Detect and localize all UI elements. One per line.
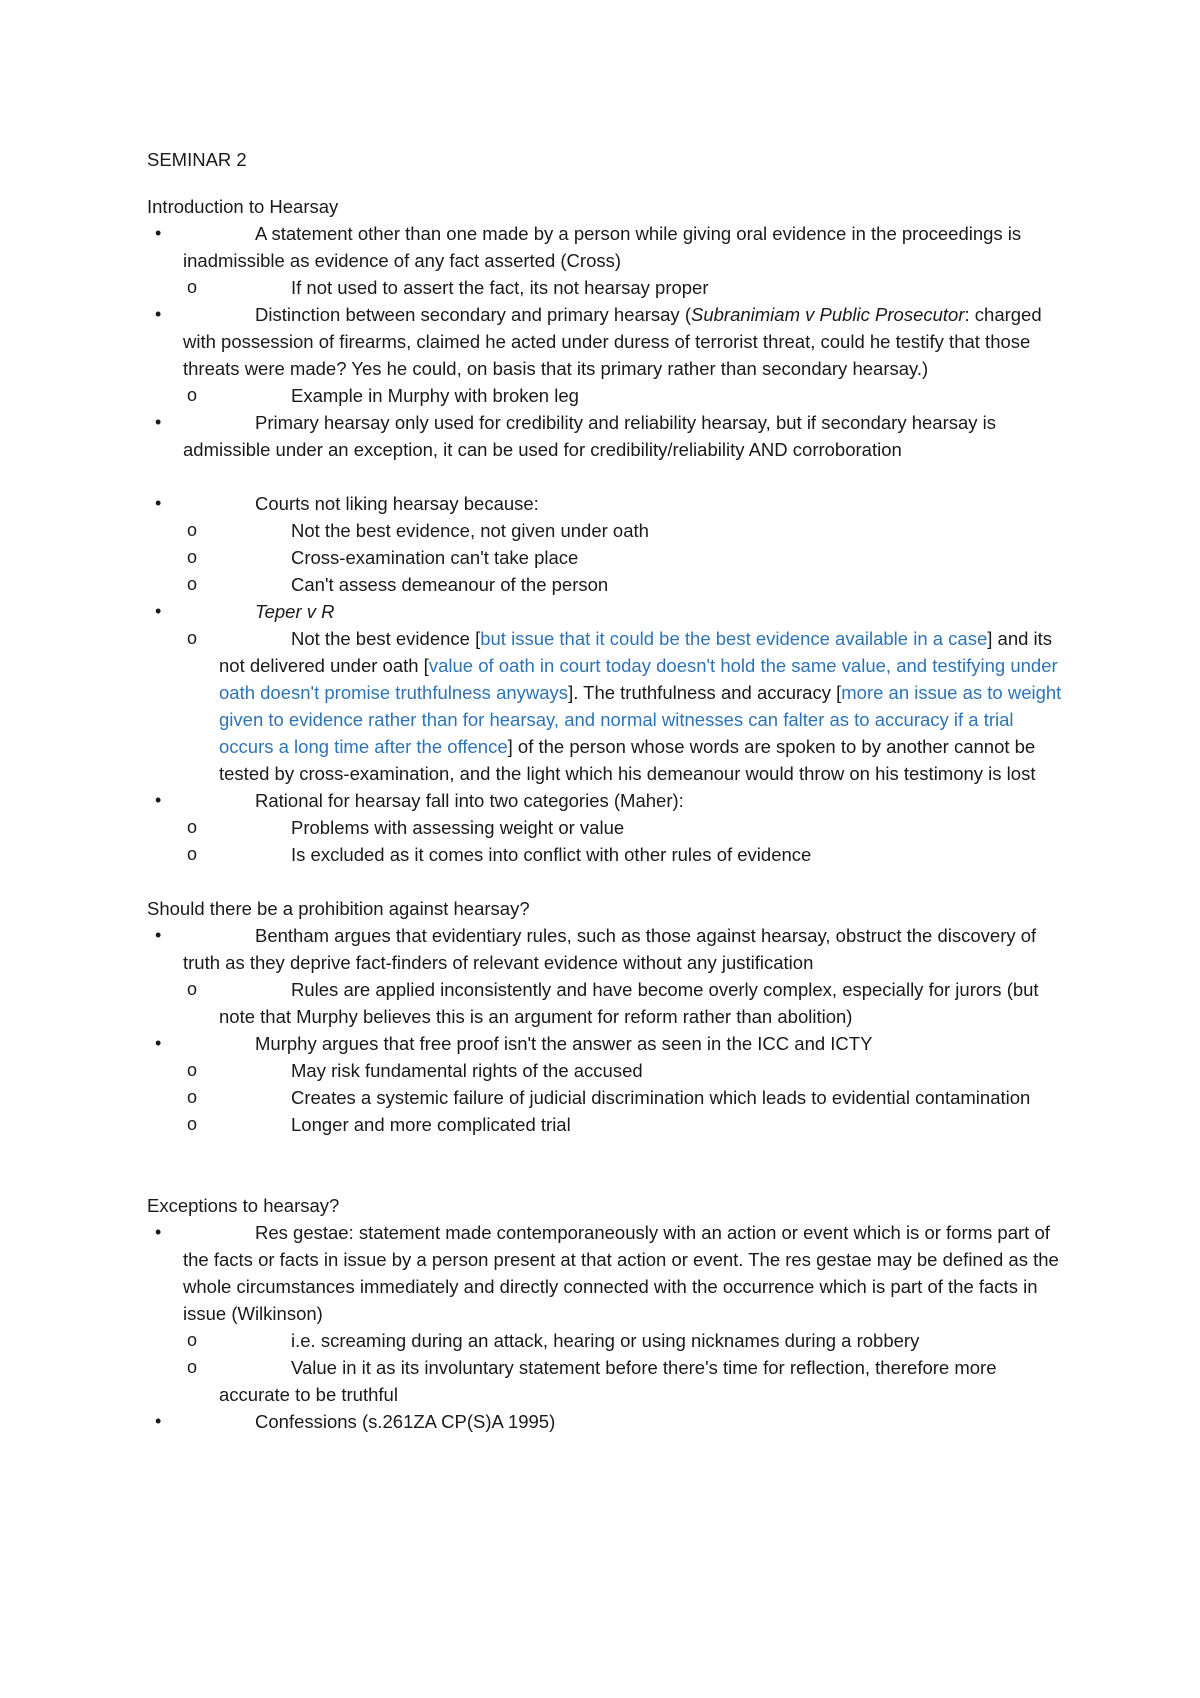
list-item-text: ] of the person whose words are spoken to by another cannot be tested by cross-examination, and the light which his demeanour would throw on his testimony is lost [219,736,1036,784]
sub-bullet-icon: o [187,547,198,567]
sub-bullet-icon: o [187,1114,198,1134]
sub-bullet-icon: o [187,979,198,999]
list-item [147,490,1067,517]
sub-bullet-icon: o [187,1330,198,1350]
list-item [147,1408,1067,1435]
sub-bullet-icon: o [187,844,198,864]
list-item [147,1354,1067,1408]
list-item-text: Longer and more complicated trial [291,1114,571,1135]
list-item [147,571,1067,598]
list-item-text: Distinction between secondary and primary hearsay ( [255,304,691,325]
comment-text: but issue that it could be the best evidence available in a case [480,628,988,649]
page-title: SEMINAR 2 [147,149,247,170]
section-introduction-to-hearsay [147,193,1067,868]
list-item-text: Can't assess demeanour of the person [291,574,609,595]
list-item-text: Primary hearsay only used for credibility and reliability hearsay, but if secondary hearsay is admissible under an exception, it can be used for credibility/reliability AND corroboration [183,412,997,460]
list-item [147,1327,1067,1354]
list-item [147,841,1067,868]
sub-bullet-icon: o [187,520,198,540]
list-item-text: Value in it as its involuntary statement before there's time for reflection, therefore more accurate to be truthful [219,1357,997,1405]
list-item-text: ]. The truthfulness and accuracy [ [568,682,842,703]
list-item-text: A statement other than one made by a person while giving oral evidence in the proceedings is inadmissible as evidence of any fact asserted (Cross) [183,223,1022,271]
section-heading: Should there be a prohibition against hearsay? [147,898,530,919]
list-item [147,544,1067,571]
list-item-text: Rules are applied inconsistently and have become overly complex, especially for jurors (but note that Murphy believes this is an argument for reform rather than abolition) [219,979,1039,1027]
comment-text: more an issue as to weight given to evidence rather than for hearsay, and normal witnesses can falter as to accuracy if a trial occurs a long time after the offence [219,682,1062,757]
bullet-icon: • [155,1222,162,1242]
comment-text: value of oath in court today doesn't hold the same value, and testifying under oath doesn't promise truthfulness anyways [219,655,1058,703]
list-item [147,1030,1067,1057]
list-item-text: Rational for hearsay fall into two categories (Maher): [255,790,684,811]
sub-bullet-icon: o [187,574,198,594]
list-item [147,1057,1067,1084]
list-item [147,814,1067,841]
bullet-icon: • [155,304,162,324]
list-item-text: Example in Murphy with broken leg [291,385,579,406]
list-item [147,409,1067,463]
section-heading: Exceptions to hearsay? [147,1195,340,1216]
bullet-icon: • [155,601,162,621]
list-item [147,274,1067,301]
bullet-icon: • [155,1033,162,1053]
list-item [147,787,1067,814]
list-item [147,598,1067,625]
section-prohibition-against-hearsay [147,895,1067,1138]
list-item-text: Confessions (s.261ZA CP(S)A 1995) [255,1411,556,1432]
list-item-text: Cross-examination can't take place [291,547,579,568]
bullet-list [147,922,1067,1138]
bullet-icon: • [155,790,162,810]
sub-bullet-icon: o [187,385,198,405]
list-item [147,1084,1067,1111]
bullet-list [147,490,1067,868]
list-item-text: If not used to assert the fact, its not hearsay proper [291,277,709,298]
list-item-text: ] and its not delivered under oath [ [219,628,1053,676]
list-item-text: Not the best evidence [ [291,628,481,649]
document-body [147,146,1067,1435]
sub-bullet-icon: o [187,628,198,648]
case-name: Subranimiam v Public Prosecutor [691,304,965,325]
bullet-list [147,220,1067,463]
bullet-icon: • [155,925,162,945]
list-item-text: Courts not liking hearsay because: [255,493,539,514]
list-item [147,1111,1067,1138]
bullet-icon: • [155,223,162,243]
list-item-text: Creates a systemic failure of judicial discrimination which leads to evidential contamination [291,1087,1031,1108]
list-item [147,976,1067,1030]
list-item-text: Not the best evidence, not given under oath [291,520,649,541]
list-item-text: Is excluded as it comes into conflict with other rules of evidence [291,844,812,865]
list-item-text: May risk fundamental rights of the accused [291,1060,643,1081]
list-item [147,625,1067,787]
list-item [147,220,1067,274]
sub-bullet-icon: o [187,817,198,837]
sub-bullet-icon: o [187,1060,198,1080]
bullet-icon: • [155,1411,162,1431]
list-item [147,301,1067,382]
list-item-text: Res gestae: statement made contemporaneously with an action or event which is or forms part of the facts or facts in issue by a person present at that action or event. The res gestae may be defined as the whole circumstances immediately and directly connected with the occurrence which is part of the facts in issue (Wilkinson) [183,1222,1059,1324]
list-item-text: Murphy argues that free proof isn't the answer as seen in the ICC and ICTY [255,1033,873,1054]
bullet-icon: • [155,412,162,432]
list-item [147,922,1067,976]
case-name: Teper v R [255,601,335,622]
sub-bullet-icon: o [187,277,198,297]
list-item [147,382,1067,409]
bullet-list [147,1219,1067,1435]
list-item [147,517,1067,544]
list-item [147,1219,1067,1327]
section-exceptions-to-hearsay [147,1192,1067,1435]
bullet-icon: • [155,493,162,513]
list-item-text: i.e. screaming during an attack, hearing or using nicknames during a robbery [291,1330,920,1351]
list-item-text: : charged with possession of firearms, claimed he acted under duress of terrorist threat, could he testify that those threats were made? Yes he could, on basis that its primary rather than secondary hearsay.) [183,304,1042,379]
list-item-text: Bentham argues that evidentiary rules, such as those against hearsay, obstruct the discovery of truth as they deprive fact-finders of relevant evidence without any justification [183,925,1037,973]
sub-bullet-icon: o [187,1357,198,1377]
section-heading: Introduction to Hearsay [147,196,339,217]
list-item-text: Problems with assessing weight or value [291,817,625,838]
sub-bullet-icon: o [187,1087,198,1107]
